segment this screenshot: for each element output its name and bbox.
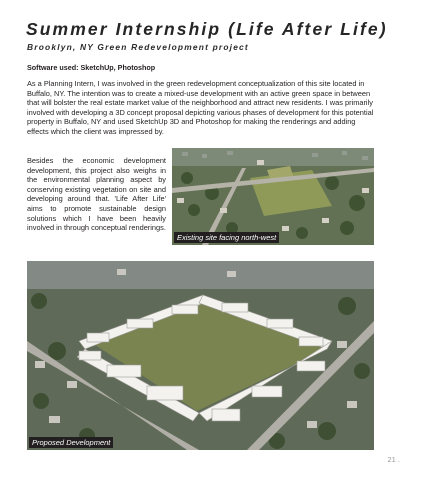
proposed-development-photo bbox=[27, 261, 374, 450]
software-used: Software used: SketchUp, Photoshop bbox=[27, 63, 156, 72]
existing-site-photo bbox=[172, 148, 374, 245]
page-title: Summer Internship (Life After Life) bbox=[26, 19, 388, 39]
existing-site-caption: Existing site facing north-west bbox=[174, 232, 279, 243]
page-number: 21 . bbox=[387, 455, 400, 464]
intro-paragraph: As a Planning Intern, I was involved in the green redevelopment conceptualization of this site located in Buffalo, NY. The intention was to create a mixed-use development with an active green space in between that will bolster the real estate market value of the neighborhood and attract new residents. I was primarily involved with developing a 3D concept proposal depicting various phases of development for this potential property in Buffalo, NY and used SketchUp 3D and Photoshop for making the renderings and adding effects which the client was impressed by. bbox=[27, 79, 374, 136]
page-subtitle: Brooklyn, NY Green Redevelopment project bbox=[27, 42, 249, 52]
existing-site-aerial-image bbox=[172, 148, 374, 245]
environment-paragraph: Besides the economic development development, this project also weighs in the environmental planning aspect by conserving existing vegetation on site and developing around that. 'Life After Life' aims to promote sustainable design solutions which I have been heavily involved in through conceptual renderings. bbox=[27, 156, 166, 233]
proposed-development-caption: Proposed Development bbox=[29, 437, 113, 448]
proposed-development-rendering bbox=[27, 261, 374, 450]
